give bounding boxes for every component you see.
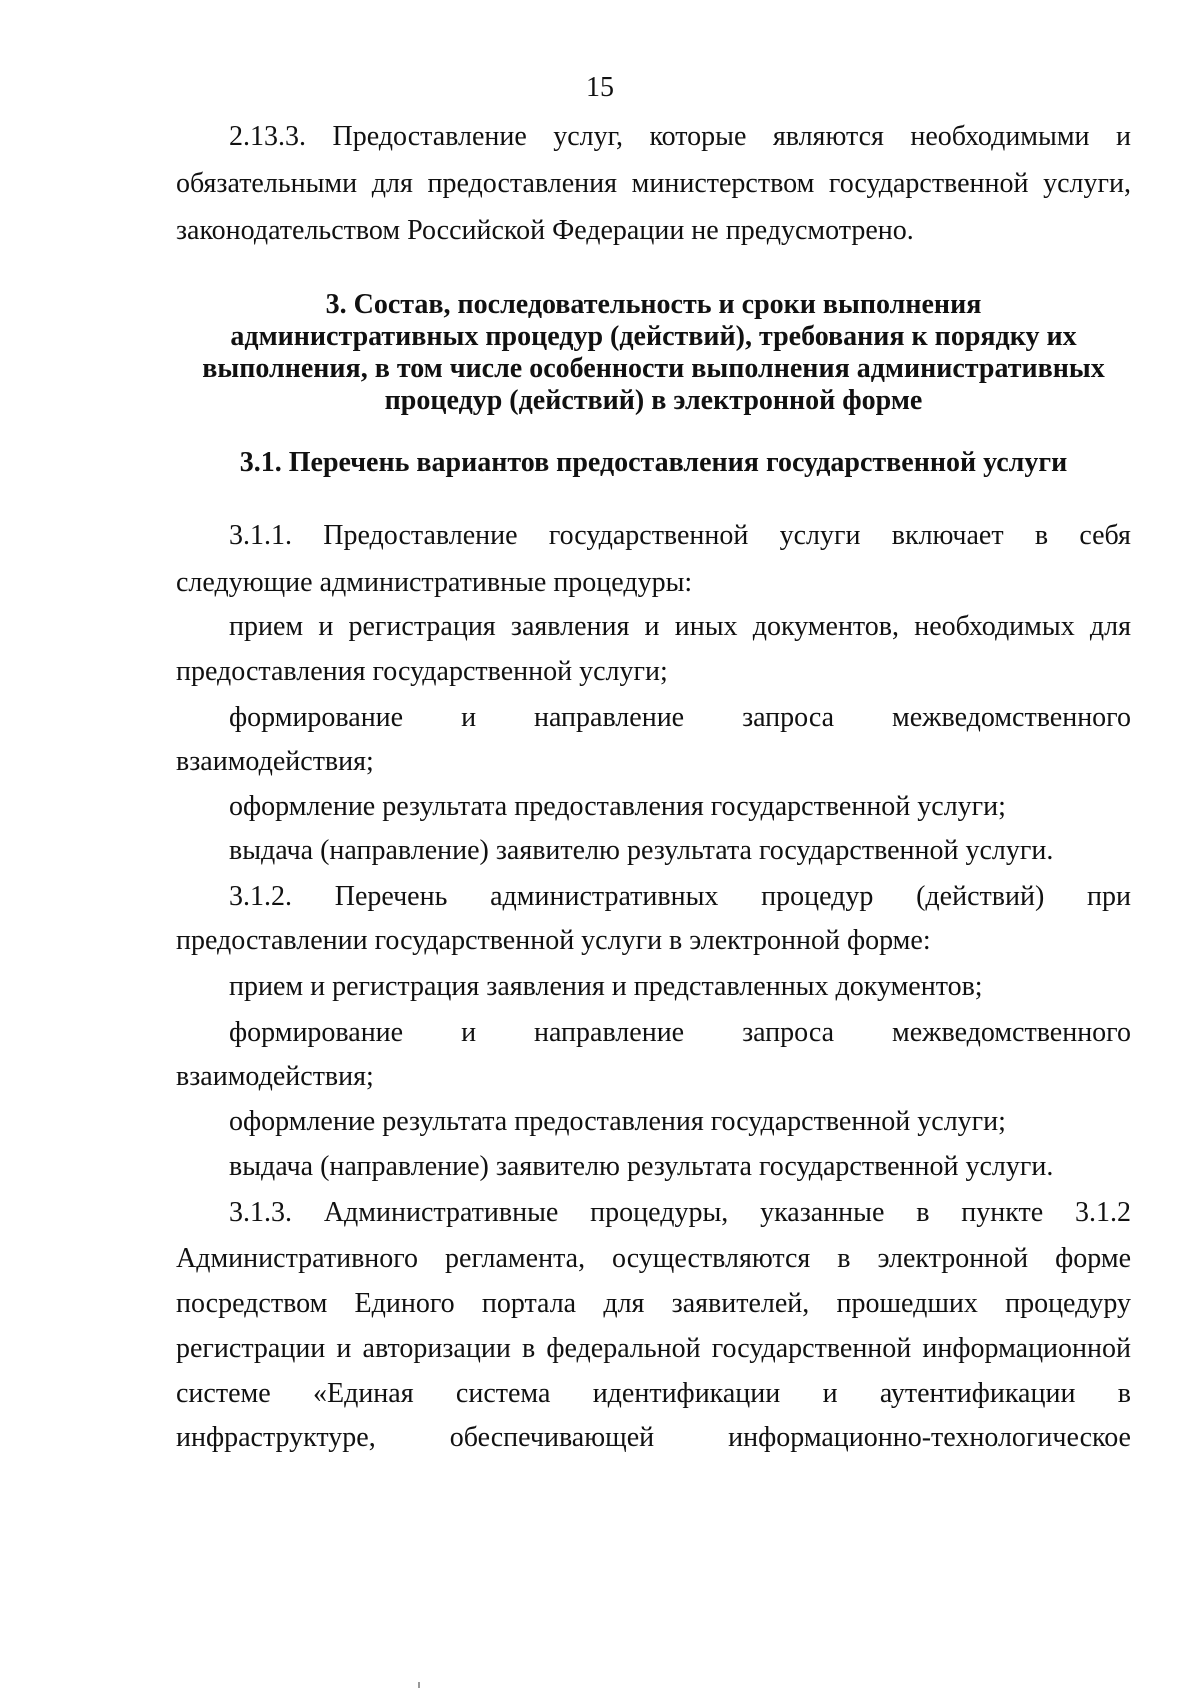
word: государственной bbox=[548, 520, 749, 551]
word: 3.1.3. bbox=[229, 1197, 292, 1228]
word: услуги bbox=[779, 520, 861, 551]
word: обеспечивающей bbox=[449, 1422, 655, 1453]
word: системе bbox=[176, 1378, 271, 1409]
word: процедур bbox=[761, 881, 874, 912]
paragraph-2-13-3-line-2: обязательными для предоставления министерством государственной услуги, bbox=[176, 168, 1131, 199]
word: направление bbox=[534, 1017, 685, 1048]
paragraph-3-1-3-line-1 bbox=[229, 1193, 1131, 1233]
word: Предоставление bbox=[323, 520, 518, 551]
paragraph-3-1-2-line-2: предоставлении государственной услуги в электронной форме: bbox=[176, 925, 931, 956]
word: пункте bbox=[961, 1197, 1044, 1228]
word: и bbox=[822, 1378, 838, 1409]
list-item-4: выдача (направление) заявителю результата государственной услуги. bbox=[229, 1151, 1054, 1182]
word: 3.1.2 bbox=[1075, 1197, 1131, 1228]
list-item-3: оформление результата предоставления государственной услуги; bbox=[229, 1106, 1006, 1137]
word: система bbox=[455, 1378, 551, 1409]
word: запроса bbox=[742, 1017, 835, 1048]
page-number: 15 bbox=[586, 72, 614, 103]
paragraph-3-1-3-line-5 bbox=[176, 1374, 1131, 1414]
paragraph-3-1-3-line-4: регистрации и авторизации в федеральной государственной информационной bbox=[176, 1333, 1131, 1364]
word: (действий) bbox=[916, 881, 1045, 912]
word: идентификации bbox=[592, 1378, 781, 1409]
paragraph-3-1-3-line-2: Административного регламента, осуществляются в электронной форме bbox=[176, 1243, 1131, 1274]
word: в bbox=[916, 1197, 930, 1228]
paragraph-3-1-1-line-2: следующие административные процедуры: bbox=[176, 567, 693, 598]
word: и bbox=[461, 702, 477, 733]
paragraph-3-1-3-line-3: посредством Единого портала для заявителей, прошедших процедуру bbox=[176, 1288, 1131, 1319]
word: административных bbox=[490, 881, 719, 912]
word: указанные bbox=[760, 1197, 885, 1228]
word: процедуры, bbox=[590, 1197, 729, 1228]
word: 3.1.1. bbox=[229, 520, 292, 551]
paragraph-3-1-1-line-1 bbox=[229, 516, 1131, 556]
word: Перечень bbox=[334, 881, 448, 912]
list-item-1-line-1: прием и регистрация заявления и иных документов, необходимых для bbox=[229, 611, 1131, 642]
word: формирование bbox=[229, 1017, 404, 1048]
word: межведомственного bbox=[892, 702, 1131, 733]
list-item-2-line-1 bbox=[229, 698, 1131, 738]
word: себя bbox=[1079, 520, 1131, 551]
paragraph-2-13-3-line-1: 2.13.3. Предоставление услуг, которые являются необходимыми и bbox=[229, 121, 1131, 152]
section-3-title-line-4: процедур (действий) в электронной форме bbox=[384, 385, 923, 416]
paragraph-2-13-3-line-3: законодательством Российской Федерации не предусмотрено. bbox=[176, 215, 914, 246]
word: запроса bbox=[742, 702, 835, 733]
list-item-2-line-2: взаимодействия; bbox=[176, 1061, 374, 1092]
word: Административные bbox=[323, 1197, 559, 1228]
word: 3.1.2. bbox=[229, 881, 292, 912]
paragraph-3-1-3-line-6 bbox=[176, 1418, 1131, 1458]
list-item-1: прием и регистрация заявления и представленных документов; bbox=[229, 971, 983, 1002]
word: информационно-технологическое bbox=[728, 1422, 1131, 1453]
word: аутентификации bbox=[879, 1378, 1076, 1409]
word: в bbox=[1117, 1378, 1131, 1409]
list-item-2-line-1 bbox=[229, 1013, 1131, 1053]
word: в bbox=[1034, 520, 1049, 551]
word: при bbox=[1087, 881, 1131, 912]
word: межведомственного bbox=[892, 1017, 1131, 1048]
section-3-title-line-1: 3. Состав, последовательность и сроки выполнения bbox=[325, 289, 982, 320]
scan-speck bbox=[418, 1682, 420, 1688]
section-3-title-line-2: административных процедур (действий), требования к порядку их bbox=[230, 321, 1077, 352]
section-3-title-line-3: выполнения, в том числе особенности выполнения административных bbox=[202, 353, 1105, 384]
word: «Единая bbox=[312, 1378, 414, 1409]
list-item-1-line-2: предоставления государственной услуги; bbox=[176, 656, 668, 687]
word: и bbox=[461, 1017, 477, 1048]
paragraph-3-1-2-line-1 bbox=[229, 877, 1131, 917]
word: инфраструктуре, bbox=[176, 1422, 376, 1453]
list-item-2-line-2: взаимодействия; bbox=[176, 746, 374, 777]
list-item-3: оформление результата предоставления государственной услуги; bbox=[229, 791, 1006, 822]
word: направление bbox=[534, 702, 685, 733]
word: включает bbox=[891, 520, 1004, 551]
list-item-4: выдача (направление) заявителю результата государственной услуги. bbox=[229, 835, 1054, 866]
section-3-1-title: 3.1. Перечень вариантов предоставления государственной услуги bbox=[239, 447, 1068, 478]
word: формирование bbox=[229, 702, 404, 733]
